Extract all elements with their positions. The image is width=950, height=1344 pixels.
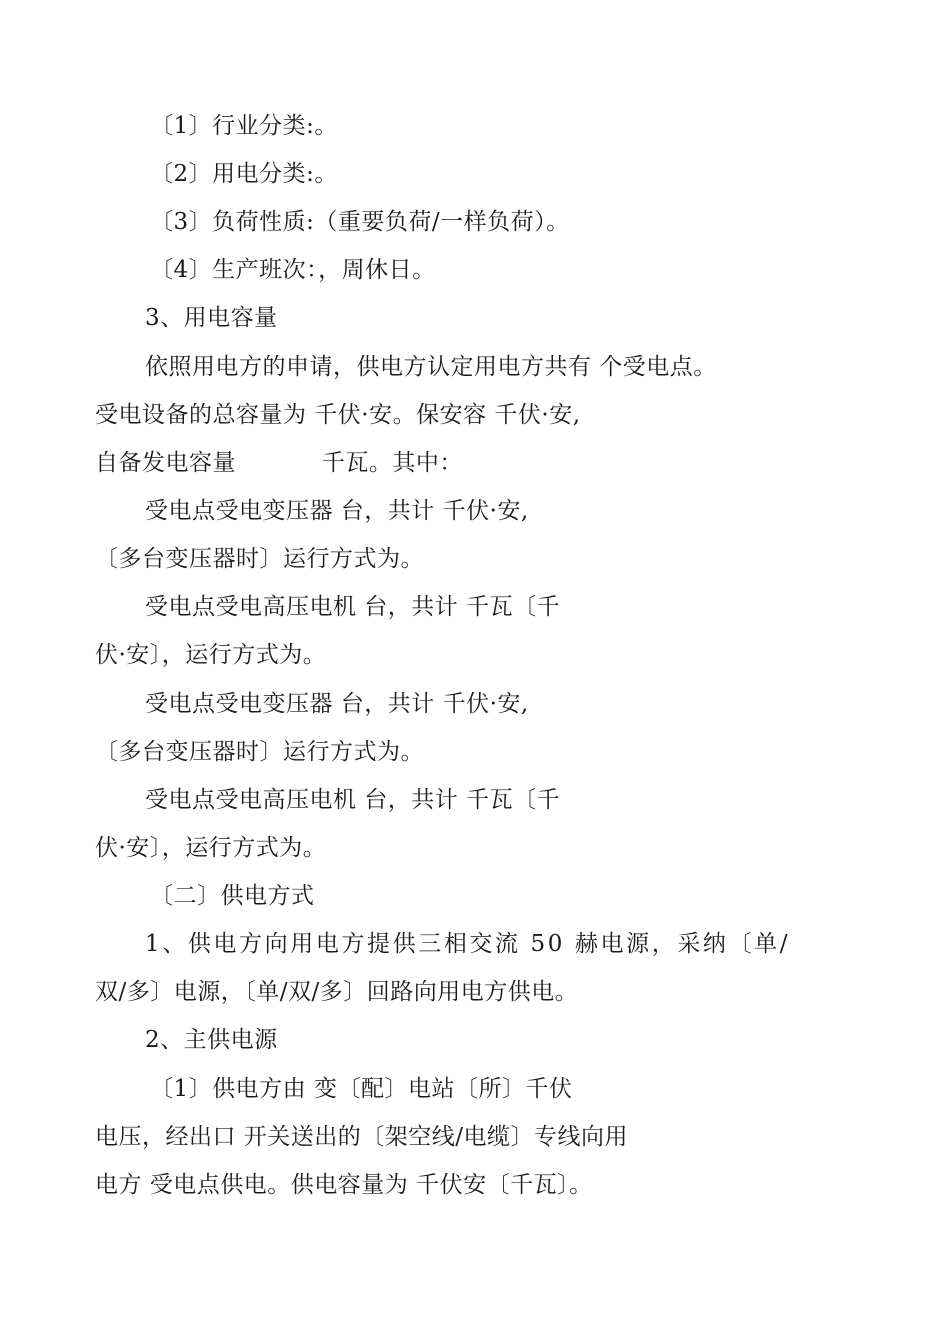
item-industry-category: 〔1〕行业分类:。 (150, 113, 338, 139)
paragraph-line: 伏·安〕，运行方式为。 (95, 835, 327, 861)
paragraph-line: 〔多台变压器时〕运行方式为。 (95, 739, 424, 765)
paragraph-line: 受电点受电高压电机 台，共计 千瓦〔千 (145, 594, 561, 620)
paragraph-line: 伏·安〕，运行方式为。 (95, 642, 327, 668)
paragraph-line: 〔多台变压器时〕运行方式为。 (95, 546, 424, 572)
paragraph-line: 电方 受电点供电。供电容量为 千伏安〔千瓦〕。 (95, 1172, 593, 1198)
section-heading-supply-mode: 〔二〕供电方式 (150, 883, 315, 909)
item-power-category: 〔2〕用电分类:。 (150, 161, 338, 187)
paragraph-line: 1、供电方向用电方提供三相交流 50 赫电源，采纳〔单/ (145, 931, 791, 957)
paragraph-line: 受电点受电变压器 台，共计 千伏·安, (145, 691, 529, 717)
paragraph-line: 自备发电容量 千瓦。其中： (95, 450, 463, 476)
paragraph-line: 受电点受电高压电机 台，共计 千瓦〔千 (145, 787, 561, 813)
paragraph-line: 依照用电方的申请，供电方认定用电方共有 个受电点。 (145, 354, 717, 380)
paragraph-line: 双/多〕电源，〔单/双/多〕回路向用电方供电。 (95, 979, 579, 1005)
section-heading-capacity: 3、用电容量 (145, 305, 278, 331)
paragraph-line: 〔1〕供电方由 变〔配〕电站〔所〕千伏 (150, 1076, 573, 1102)
section-heading-main-supply: 2、主供电源 (145, 1027, 278, 1053)
paragraph-line: 受电点受电变压器 台，共计 千伏·安, (145, 498, 529, 524)
item-load-nature: 〔3〕负荷性质:（重要负荷/一样负荷）。 (150, 209, 570, 235)
item-production-shift: 〔4〕生产班次：，周休日。 (150, 257, 436, 283)
paragraph-line: 电压，经出口 开关送出的〔架空线/电缆〕专线向用 (95, 1124, 629, 1150)
paragraph-line: 受电设备的总容量为 千伏·安。保安容 千伏·安, (95, 402, 581, 428)
